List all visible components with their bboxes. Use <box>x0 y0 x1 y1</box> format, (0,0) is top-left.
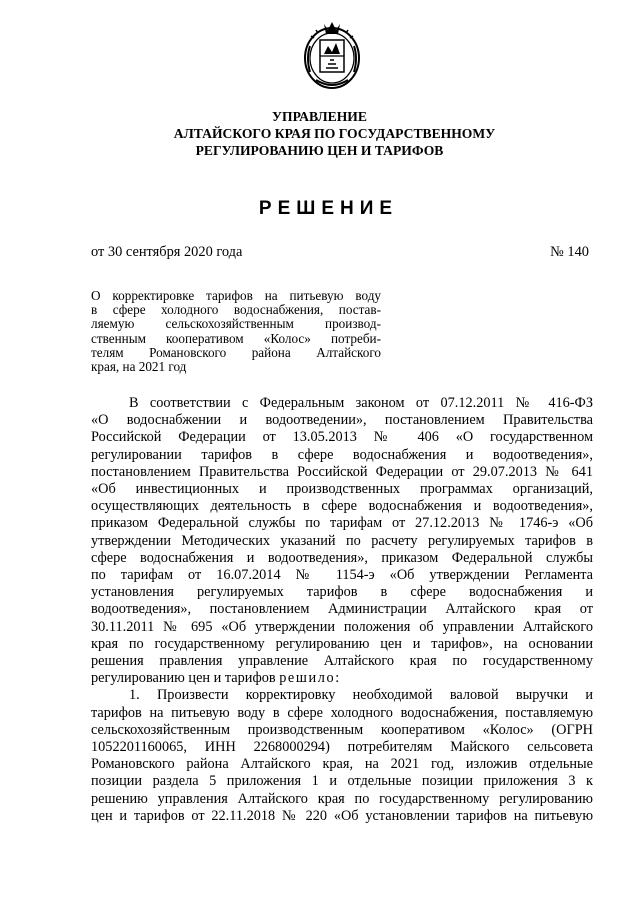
body-line: водоотведения», постановлением Администрации Алтайского края от <box>91 601 593 618</box>
body-line: тарифов на питьевую воду в сфере холодного водоснабжения, поставляемую <box>91 704 593 721</box>
body-line: решению управления Алтайского края по государственному регулированию <box>91 790 593 807</box>
body-line: цен и тарифов от 22.11.2018 № 220 «Об установлении тарифов на питьевую <box>91 807 593 824</box>
body-line: установления регулируемых тарифов в сфере водоснабжения и <box>91 584 593 601</box>
org-line-2: АЛТАЙСКОГО КРАЯ ПО ГОСУДАРСТВЕННОМУ <box>173 126 496 141</box>
decision-colon: : <box>335 670 340 687</box>
body-line: регулированию цен и тарифов <box>91 670 276 687</box>
coat-of-arms-emblem-icon <box>300 18 364 92</box>
document-subject <box>91 289 381 374</box>
subject-line: телям Романовского района Алтайского <box>91 344 381 360</box>
body-line: позиции раздела 5 приложения 1 и отдельные позиции приложения 3 к <box>91 773 593 790</box>
org-line-1: УПРАВЛЕНИЕ <box>272 109 367 124</box>
subject-line: О корректировке тарифов на питьевую воду <box>91 288 381 303</box>
decision-word: решило <box>279 670 336 687</box>
body-line: осуществляющих деятельность в сфере водоснабжения и водоотведения», <box>91 498 593 515</box>
body-line: В соответствии с Федеральным законом от 07.12.2011 № 416-ФЗ <box>129 395 593 411</box>
subject-line: края, на 2021 год <box>91 359 187 375</box>
document-body <box>91 395 593 825</box>
body-line: утверждении Методических указаний по расчету регулируемых тарифов в <box>91 532 593 549</box>
body-line: приказом Федеральной службы по тарифам от 27.12.2013 № 1746-э «Об <box>91 515 593 532</box>
body-line: сельскохозяйственным производственным кооперативом «Колос» (ОГРН <box>91 721 593 738</box>
subject-line: ственным кооперативом «Колос» потреби- <box>91 330 381 346</box>
body-line: сфере водоснабжения и водоотведения», приказом Федеральной службы <box>91 549 593 566</box>
body-line: решения правления управление Алтайского края по государственному <box>91 653 593 670</box>
document-date: от 30 сентября 2020 года <box>91 244 243 260</box>
document-number: № 140 <box>550 244 589 260</box>
body-line: Российской Федерации от 13.05.2013 № 406 «О государственном <box>91 429 593 446</box>
body-line: регулировании тарифов в сфере водоснабжения и водоотведения», <box>91 446 593 463</box>
organization-header <box>0 108 639 159</box>
subject-line: в сфере холодного водоснабжения, постав- <box>91 302 381 318</box>
subject-line: ляемую сельскохозяйственным производ- <box>91 316 381 332</box>
body-line: «Об инвестиционных и производственных программах организаций, <box>91 481 593 498</box>
document-title: РЕШЕНИЕ <box>258 198 399 219</box>
org-line-3: РЕГУЛИРОВАНИЮ ЦЕН И ТАРИФОВ <box>195 143 444 158</box>
body-line: 1052201160065, ИНН 2268000294) потребителям Майского сельсовета <box>91 739 593 756</box>
body-line: края по государственному регулированию цен и тарифов», на основании <box>91 635 593 652</box>
body-line: «О водоснабжении и водоотведении», постановлением Правительства <box>91 412 593 429</box>
body-line: постановлением Правительства Российской Федерации от 29.07.2013 № 641 <box>91 463 593 480</box>
body-line: по тарифам от 16.07.2014 № 1154-э «Об утверждении Регламента <box>91 567 593 584</box>
body-line-decision <box>91 670 593 687</box>
body-line: 30.11.2011 № 695 «Об утверждении положения об управлении Алтайского <box>91 618 593 635</box>
body-line: 1. Произвести корректировку необходимой валовой выручки и <box>129 687 593 704</box>
body-line: Романовского района Алтайского края, на 2021 год, изложив отдельные <box>91 756 593 773</box>
